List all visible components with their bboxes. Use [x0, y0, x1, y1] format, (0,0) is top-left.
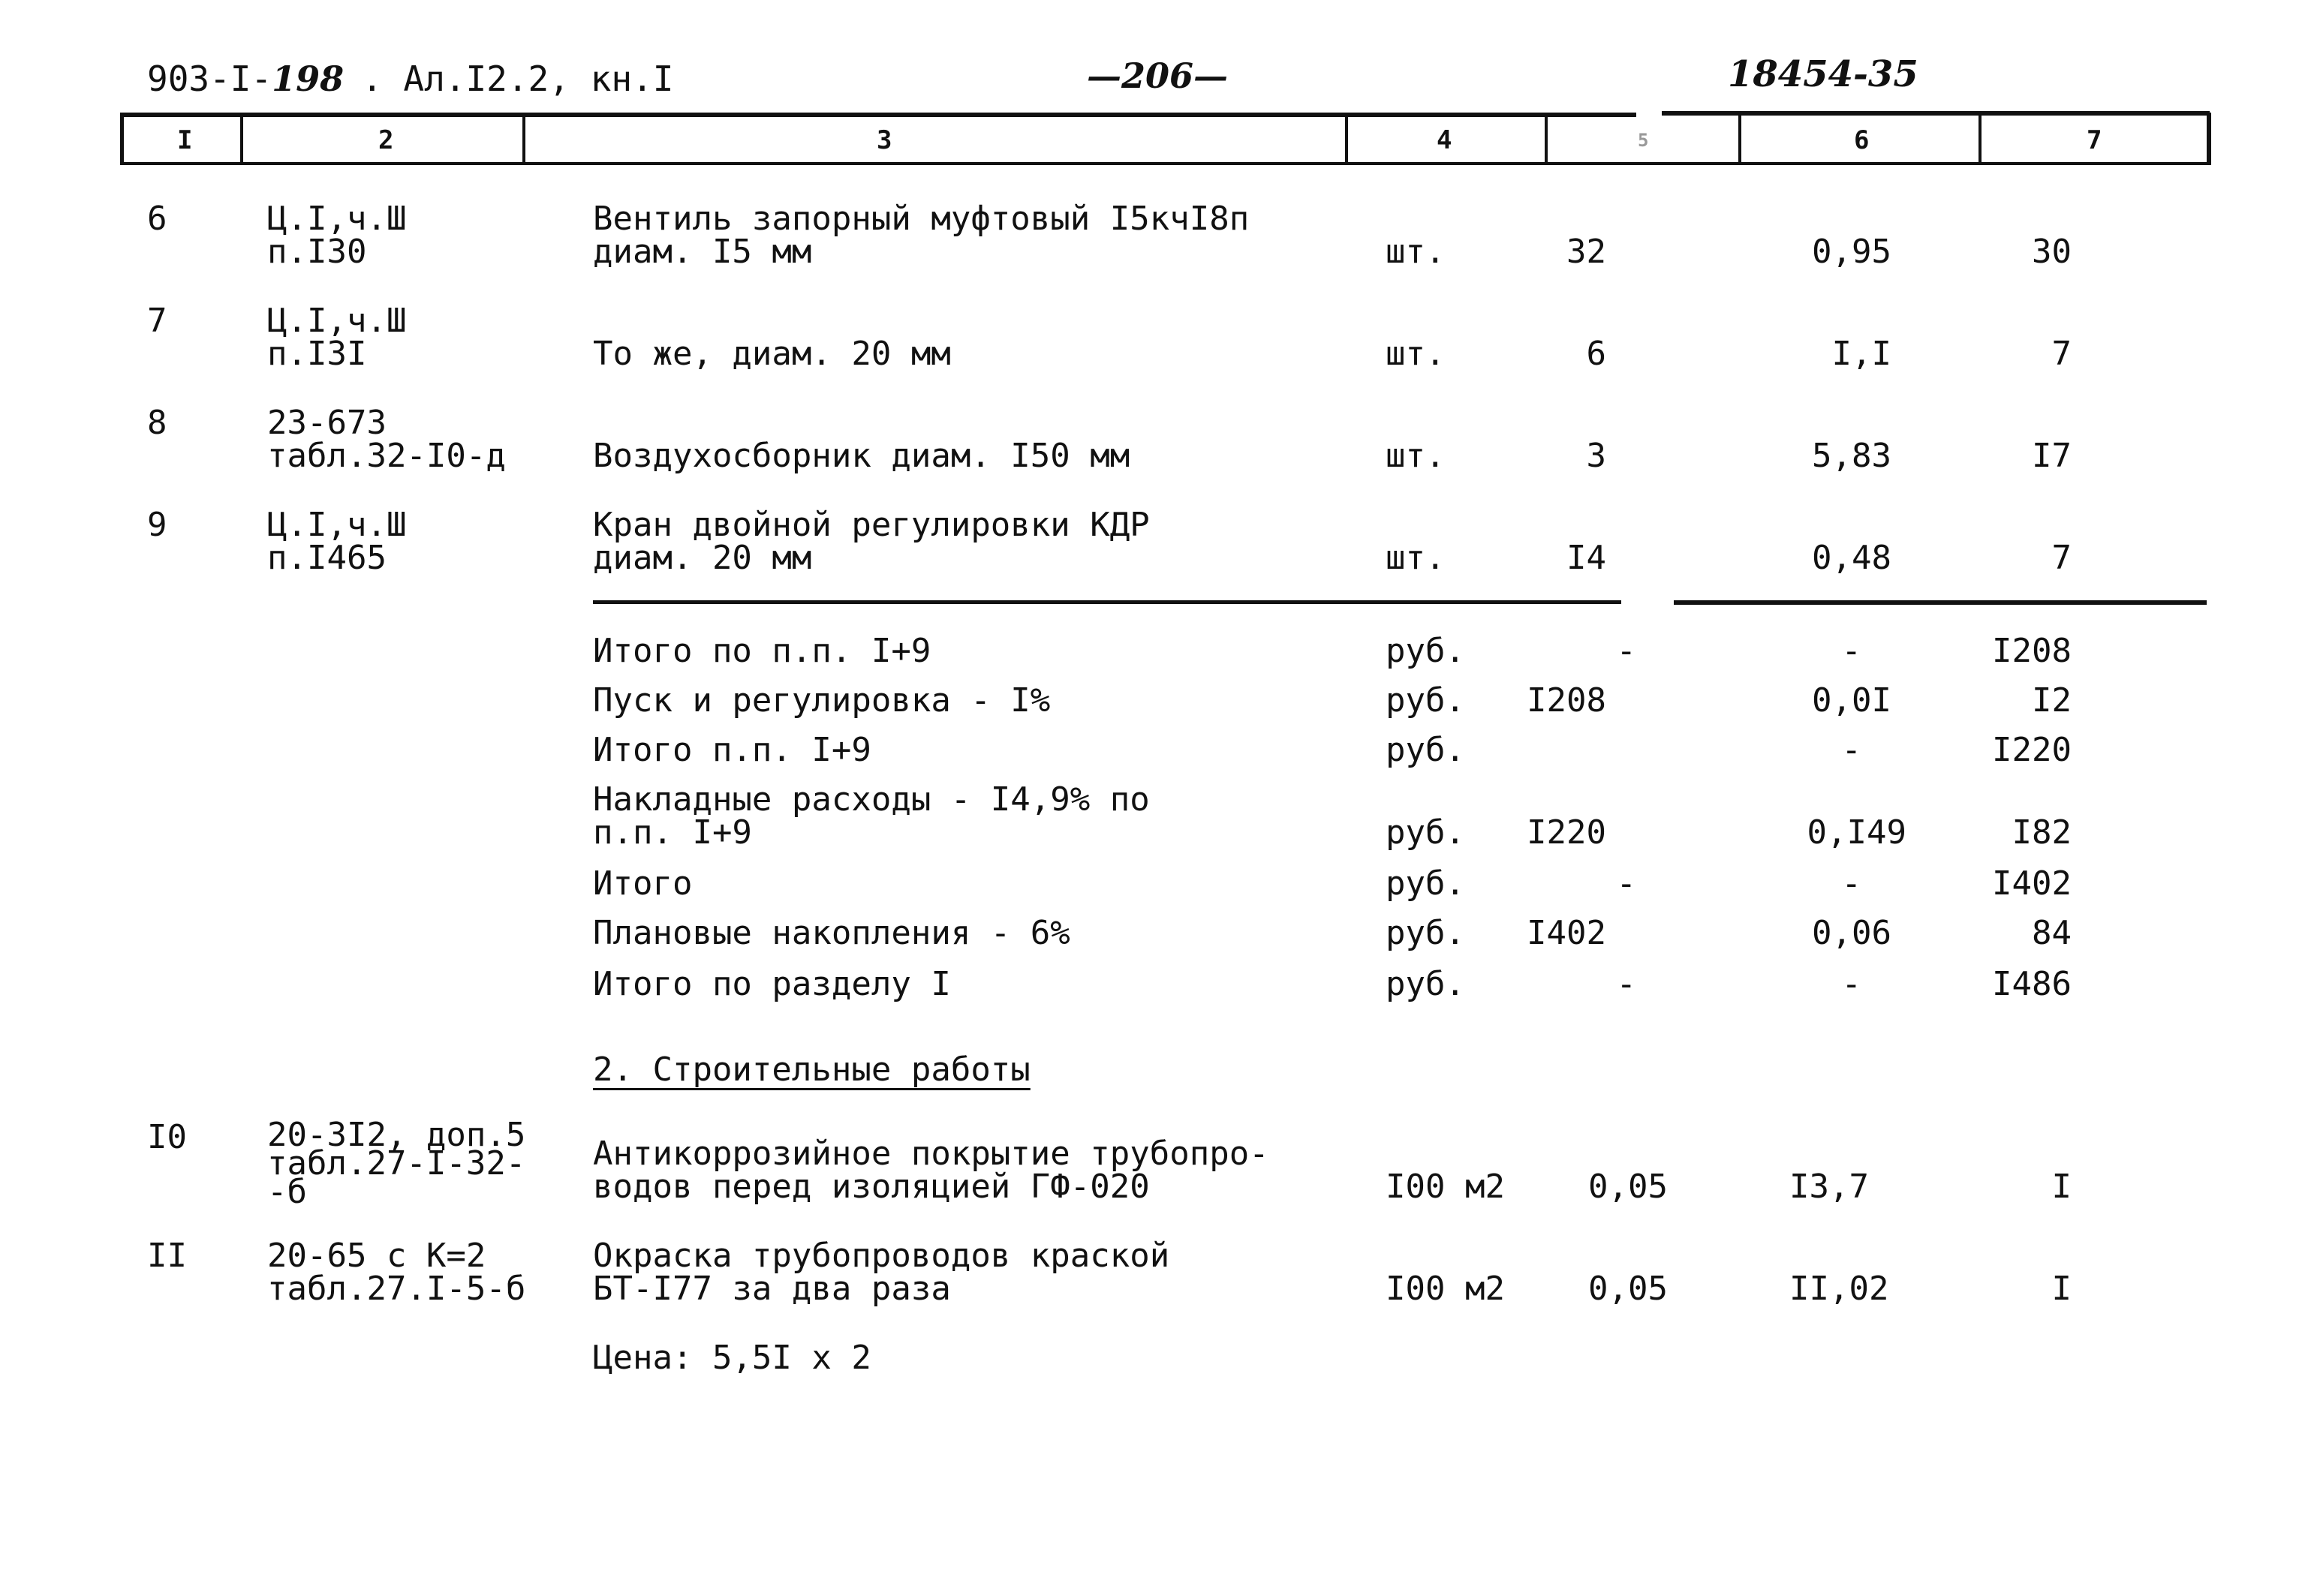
row-price: I,I	[1831, 335, 1891, 373]
row-number: 8	[147, 404, 167, 442]
header-divider-4	[1545, 113, 1548, 165]
summary-price: -	[1841, 632, 1861, 670]
row-quantity: 6	[1586, 335, 1606, 373]
row-unit: I00 м2	[1386, 1168, 1505, 1206]
row-total: I7	[2032, 437, 2072, 475]
row-unit: I00 м2	[1386, 1270, 1505, 1308]
header-box-top	[120, 113, 1636, 117]
header-box-bottom	[120, 162, 2211, 165]
summary-unit: руб.	[1386, 864, 1465, 903]
row-number: 9	[147, 506, 167, 544]
row-number: I0	[147, 1118, 187, 1156]
row-unit: шт.	[1386, 539, 1446, 577]
row-reference: 20-65 с К=2 табл.27.I-5-б	[267, 1237, 526, 1308]
document-code	[147, 59, 345, 99]
row-reference: Ц.I,ч.Ш п.I465	[267, 506, 407, 577]
column-header-6: 6	[1854, 125, 1870, 155]
summary-price: -	[1841, 731, 1861, 769]
summary-quantity: I220	[1527, 813, 1606, 852]
summary-unit: руб.	[1386, 681, 1465, 720]
header-divider-3	[1345, 113, 1348, 165]
column-header-4: 4	[1437, 125, 1452, 155]
header-divider-2	[522, 113, 525, 165]
subtotal-rule-right	[1674, 600, 2207, 605]
album-reference: . Ал.I2.2, кн.I	[362, 59, 674, 99]
summary-quantity: -	[1616, 965, 1636, 1003]
summary-unit: руб.	[1386, 813, 1465, 852]
summary-label: Накладные расходы - I4,9% по п.п. I+9	[593, 780, 1150, 852]
row-description: Окраска трубопроводов краской БТ-I77 за два раза	[593, 1237, 1170, 1308]
row-number: 7	[147, 302, 167, 340]
row-price: 5,83	[1812, 437, 1891, 475]
header-divider-5	[1738, 113, 1741, 165]
summary-quantity: I402	[1527, 914, 1606, 952]
summary-quantity: -	[1616, 632, 1636, 670]
row-price: II,02	[1789, 1270, 1889, 1308]
row-total: I	[2051, 1168, 2072, 1206]
row-total: 30	[2032, 233, 2072, 271]
row-unit: шт.	[1386, 437, 1446, 475]
row-number: II	[147, 1237, 187, 1275]
summary-unit: руб.	[1386, 914, 1465, 952]
summary-label: Пуск и регулировка - I%	[593, 681, 1051, 720]
row-price: 0,95	[1812, 233, 1891, 271]
subtotal-rule-left	[593, 600, 1621, 604]
summary-label: Итого	[593, 864, 693, 903]
summary-price: 0,0I	[1812, 681, 1891, 720]
summary-label: Итого по разделу I	[593, 965, 951, 1003]
header-box-left	[120, 113, 124, 165]
header-divider-6	[1979, 113, 1982, 165]
row-description: Антикоррозийное покрытие трубопро- водов перед изоляцией ГФ-020	[593, 1135, 1269, 1206]
row-description: Вентиль запорный муфтовый I5кчI8п диам. I5 мм	[593, 200, 1250, 271]
document-number: 18454-35	[1728, 53, 1918, 95]
summary-price: 0,06	[1812, 914, 1891, 952]
row-quantity: 0,05	[1588, 1270, 1668, 1308]
row-reference: 20-3I2, доп.5 табл.27-I-32- -б	[267, 1116, 526, 1211]
row-reference: Ц.I,ч.Ш п.I30	[267, 200, 407, 271]
row-quantity: 0,05	[1588, 1168, 1668, 1206]
header-box-right	[2207, 113, 2211, 165]
row-description: Кран двойной регулировки КДР диам. 20 мм	[593, 506, 1150, 577]
row-description: То же, диам. 20 мм	[593, 335, 951, 373]
row-reference: 23-673 табл.32-I0-д	[267, 404, 506, 475]
row-price: I3,7	[1789, 1168, 1869, 1206]
document-code-prefix: 903-I-	[147, 59, 272, 99]
section-title: 2. Строительные работы	[593, 1050, 1031, 1089]
summary-total: I486	[1992, 965, 2072, 1003]
row-total: I	[2051, 1270, 2072, 1308]
row-number: 6	[147, 200, 167, 238]
row-quantity: I4	[1566, 539, 1606, 577]
summary-price: -	[1841, 864, 1861, 903]
document-code-suffix: 198	[272, 59, 345, 99]
summary-total: I2	[2032, 681, 2072, 720]
summary-unit: руб.	[1386, 632, 1465, 670]
summary-total: 84	[2032, 914, 2072, 952]
summary-price: 0,I49	[1807, 813, 1906, 852]
page-number: —206—	[1087, 56, 1229, 96]
row-reference: Ц.I,ч.Ш п.I3I	[267, 302, 407, 373]
price-note: Цена: 5,5I х 2	[593, 1339, 871, 1377]
summary-total: I220	[1992, 731, 2072, 769]
column-header-2: 2	[378, 125, 394, 155]
row-description: Воздухосборник диам. I50 мм	[593, 437, 1130, 475]
summary-unit: руб.	[1386, 731, 1465, 769]
row-total: 7	[2051, 539, 2072, 577]
summary-price: -	[1841, 965, 1861, 1003]
header-box-top-right	[1662, 111, 2210, 116]
summary-label: Итого п.п. I+9	[593, 731, 871, 769]
summary-label: Плановые накопления - 6%	[593, 914, 1070, 952]
row-quantity: 32	[1566, 233, 1606, 271]
column-header-1: I	[177, 125, 193, 155]
summary-unit: руб.	[1386, 965, 1465, 1003]
row-price: 0,48	[1812, 539, 1891, 577]
summary-label: Итого по п.п. I+9	[593, 632, 931, 670]
column-header-3: 3	[877, 125, 892, 155]
row-quantity: 3	[1586, 437, 1606, 475]
summary-total: I402	[1992, 864, 2072, 903]
summary-total: I208	[1992, 632, 2072, 670]
summary-quantity: -	[1616, 864, 1636, 903]
row-total: 7	[2051, 335, 2072, 373]
header-divider-1	[240, 113, 243, 165]
column-header-5: 5	[1638, 130, 1649, 151]
summary-quantity: I208	[1527, 681, 1606, 720]
row-unit: шт.	[1386, 233, 1446, 271]
summary-total: I82	[2012, 813, 2072, 852]
row-unit: шт.	[1386, 335, 1446, 373]
column-header-7: 7	[2087, 125, 2102, 155]
